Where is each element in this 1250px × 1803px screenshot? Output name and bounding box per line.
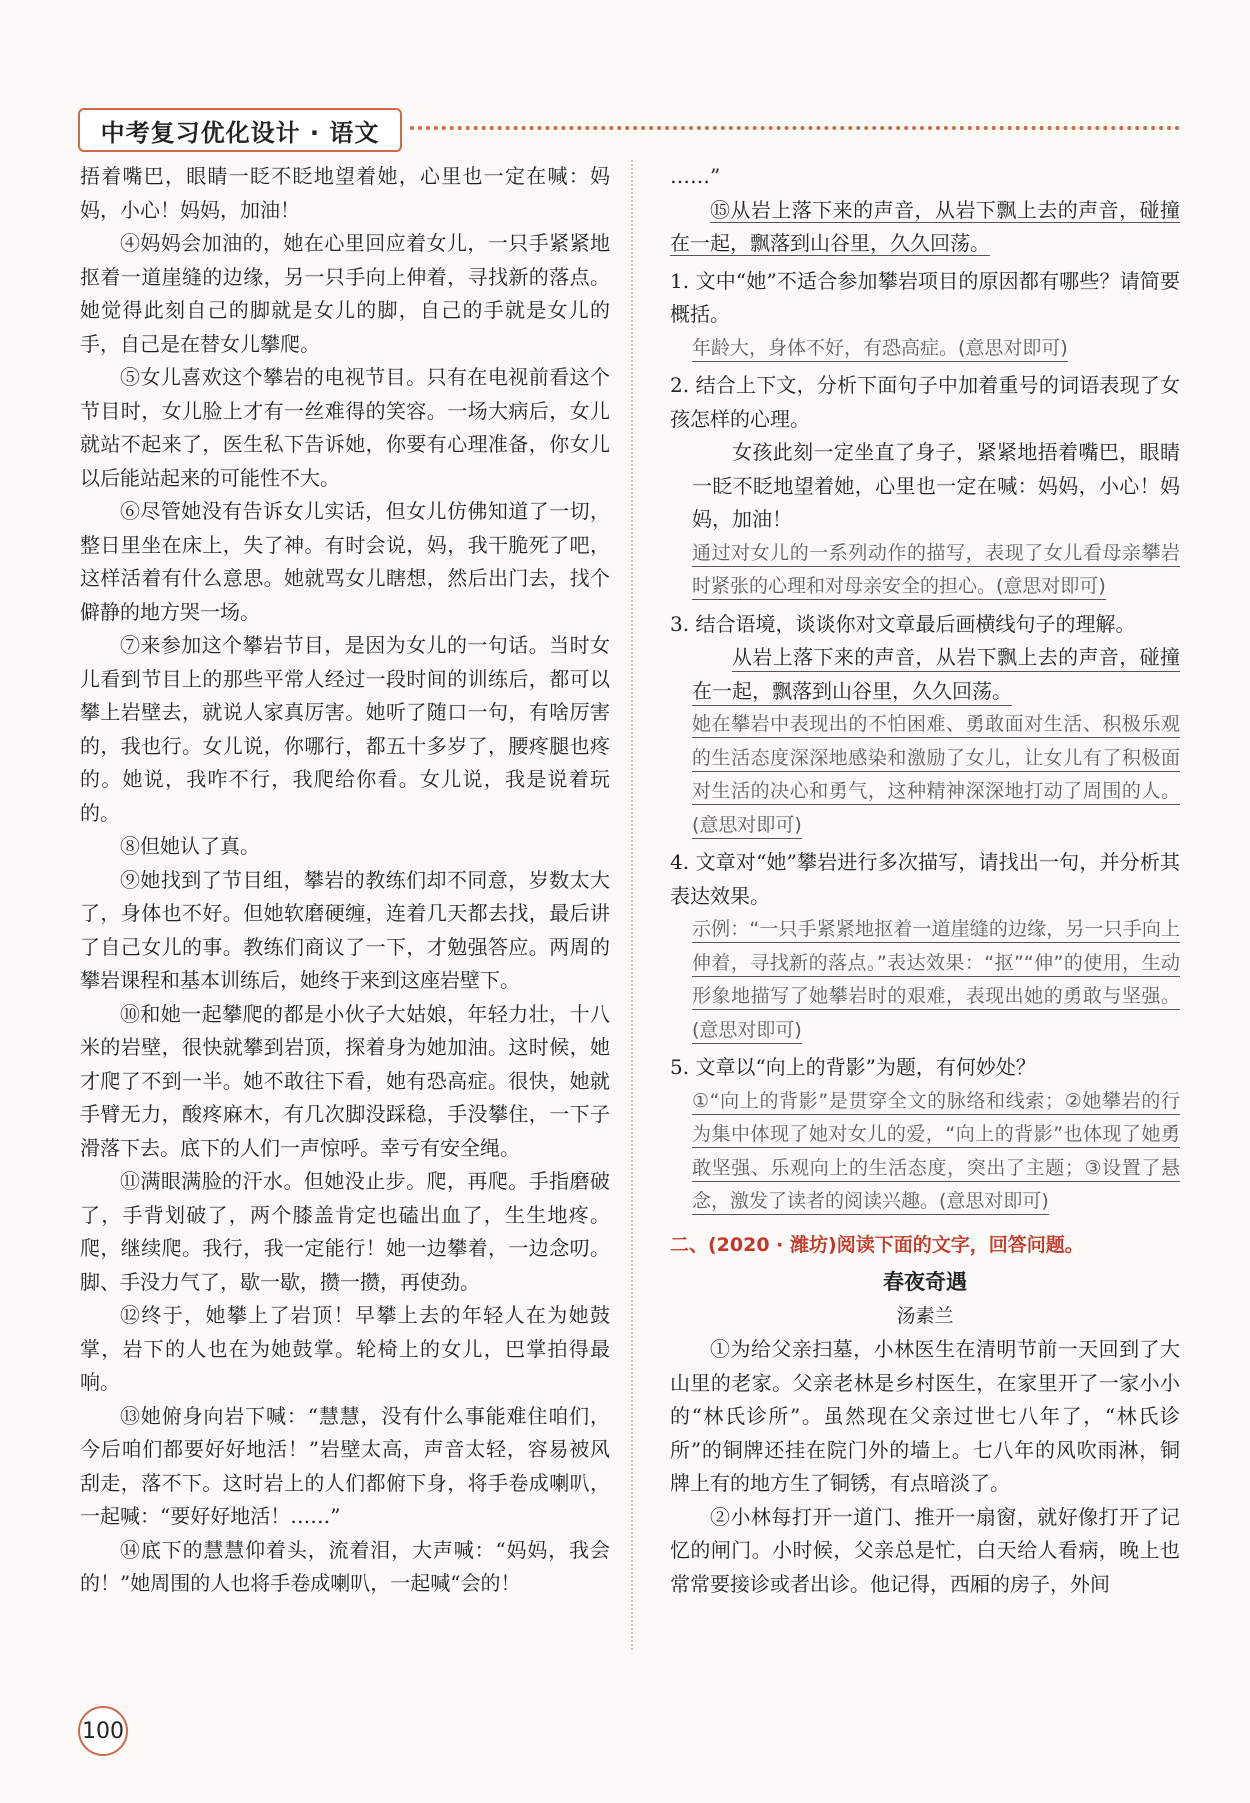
story-title: 春夜奇遇	[883, 1270, 967, 1294]
header-divider	[410, 126, 1180, 130]
story-paragraph: ⑩和她一起攀爬的都是小伙子大姑娘，年轻力壮，十八米的岩壁，很快就攀到岩顶，探着身为她加油。这时候，她才爬了不到一半。她不敢往下看，她有恐高症。很快，她就手臂无力，酸疼麻木，有几次脚没踩稳，手没攀住，一下子滑落下去。底下的人们一声惊呼。幸亏有安全绳。	[80, 1001, 610, 1160]
story2-paragraph: ②小林每打开一道门、推开一扇窗，就好像打开了记忆的闸门。小时候，父亲总是忙，白天给人看病，晚上也常常要接诊或者出诊。他记得，西厢的房子，外间	[670, 1504, 1180, 1596]
story-paragraph-15: ⑮从岩上落下来的声音，从岩下飘上去的声音，碰撞在一起，飘落到山谷里，久久回荡。	[670, 197, 1180, 255]
question-5: 5. 文章以“向上的背影”为题，有何妙处？	[670, 1055, 1036, 1079]
right-column	[670, 160, 1180, 1601]
story-paragraph: ⑦来参加这个攀岩节目，是因为女儿的一句话。当时女儿看到节目上的那些平常人经过一段时间的训练后，都可以攀上岩壁去，就说人家真厉害。她听了随口一句，有啥厉害的，我也行。女儿说，你哪行，都五十多岁了，腰疼腿也疼的。她说，我咋不行，我爬给你看。女儿说，我是说着玩的。	[80, 633, 610, 825]
story-paragraph-end: ……”	[670, 164, 721, 188]
story-author: 汤素兰	[896, 1304, 954, 1327]
section-2-heading: 二、(2020 · 潍坊)阅读下面的文字，回答问题。	[670, 1233, 1084, 1256]
story-paragraph: ⑥尽管她没有告诉女儿实话，但女儿仿佛知道了一切，整日里坐在床上，失了神。有时会说，妈，我干脆死了吧，这样活着有什么意思。她就骂女儿瞎想，然后出门去，找个僻静的地方哭一场。	[80, 499, 610, 624]
answer-2: 通过对女儿的一系列动作的描写，表现了女儿看母亲攀岩时紧张的心理和对母亲安全的担心。(意思对即可)	[670, 537, 1180, 604]
story-paragraph: 捂着嘴巴，眼睛一眨不眨地望着她，心里也一定在喊：妈妈，小心！妈妈，加油！	[80, 164, 610, 222]
left-column	[80, 160, 610, 1601]
question-4: 4. 文章对“她”攀岩进行多次描写，请找出一句，并分析其表达效果。	[670, 850, 1180, 908]
story-paragraph: ⑪满眼满脸的汗水。但她没止步。爬，再爬。手指磨破了，手背划破了，两个膝盖肯定也磕出血了，生生地疼。爬，继续爬。我行，我一定能行！她一边攀着，一边念叨。脚、手没力气了，歇一歇，攒一攒，再使劲。	[80, 1169, 610, 1294]
story-paragraph: ⑨她找到了节目组，攀岩的教练们却不同意，岁数太大了，身体也不好。但她软磨硬缠，连着几天都去找，最后讲了自己女儿的事。教练们商议了一下，才勉强答应。两周的攀岩课程和基本训练后，她终于来到这座岩壁下。	[80, 867, 610, 992]
answer-1: 年龄大，身体不好，有恐高症。(意思对即可)	[670, 332, 1180, 366]
question-3-quote: 从岩上落下来的声音，从岩下飘上去的声音，碰撞在一起，飘落到山谷里，久久回荡。	[670, 641, 1180, 708]
answer-4: 示例：“一只手紧紧地抠着一道崖缝的边缘，另一只手向上伸着，寻找新的落点。”表达效果：“抠”“伸”的使用，生动形象地描写了她攀岩时的艰难，表现出她的勇敢与坚强。(意思对即可)	[670, 913, 1180, 1047]
header-title: 中考复习优化设计 · 语文	[78, 108, 402, 152]
question-2: 2. 结合上下文，分析下面句子中加着重号的词语表现了女孩怎样的心理。	[670, 373, 1180, 431]
story-paragraph: ⑫终于，她攀上了岩顶！早攀上去的年轻人在为她鼓掌，岩下的人也在为她鼓掌。轮椅上的女儿，巴掌拍得最响。	[80, 1303, 610, 1394]
question-2-quote: 女孩此刻一定坐直了身子，紧紧地捂着嘴巴，眼睛一眨不眨地望着她，心里也一定在喊：妈妈，小心！妈妈，加油！	[692, 440, 1180, 531]
question-1: 1. 文中“她”不适合参加攀岩项目的原因都有哪些？请简要概括。	[670, 268, 1180, 326]
column-divider	[631, 160, 633, 1650]
story-paragraph: ④妈妈会加油的，她在心里回应着女儿，一只手紧紧地抠着一道崖缝的边缘，另一只手向上伸着，寻找新的落点。她觉得此刻自己的脚就是女儿的脚，自己的手就是女儿的手，自己是在替女儿攀爬。	[80, 231, 610, 356]
story2-paragraph: ①为给父亲扫墓，小林医生在清明节前一天回到了大山里的老家。父亲老林是乡村医生，在家里开了一家小小的“林氏诊所”。虽然现在父亲过世七八年了，“林氏诊所”的铜牌还挂在院门外的墙上。七八年的风吹雨淋，铜牌上有的地方生了铜锈，有点暗淡了。	[670, 1337, 1180, 1495]
answer-5: ①“向上的背影”是贯穿全文的脉络和线索；②她攀岩的行为集中体现了她对女儿的爱，“向上的背影”也体现了她勇敢坚强、乐观向上的生活态度，突出了主题；③设置了悬念，激发了读者的阅读兴趣。(意思对即可)	[670, 1085, 1180, 1219]
story-paragraph: ⑭底下的慧慧仰着头，流着泪，大声喊：“妈妈，我会的！”她周围的人也将手卷成喇叭，一起喊“会的！	[80, 1537, 610, 1595]
story-paragraph: ⑧但她认了真。	[120, 834, 260, 858]
answer-3: 她在攀岩中表现出的不怕困难、勇敢面对生活、积极乐观的生活态度深深地感染和激励了女儿，让女儿有了积极面对生活的决心和勇气，这种精神深深地打动了周围的人。(意思对即可)	[670, 708, 1180, 842]
story-paragraph: ⑤女儿喜欢这个攀岩的电视节目。只有在电视前看这个节目时，女儿脸上才有一丝难得的笑容。一场大病后，女儿就站不起来了，医生私下告诉她，你要有心理准备，你女儿以后能站起来的可能性不大。	[80, 365, 610, 490]
question-3: 3. 结合语境，谈谈你对文章最后画横线句子的理解。	[670, 611, 1136, 636]
page-number: 100	[78, 1706, 128, 1756]
story-paragraph: ⑬她俯身向岩下喊：“慧慧，没有什么事能难住咱们，今后咱们都要好好地活！”岩壁太高，声音太轻，容易被风刮走，落不下。这时岩上的人们都俯下身，将手卷成喇叭，一起喊：“要好好地活！……”	[80, 1403, 610, 1528]
